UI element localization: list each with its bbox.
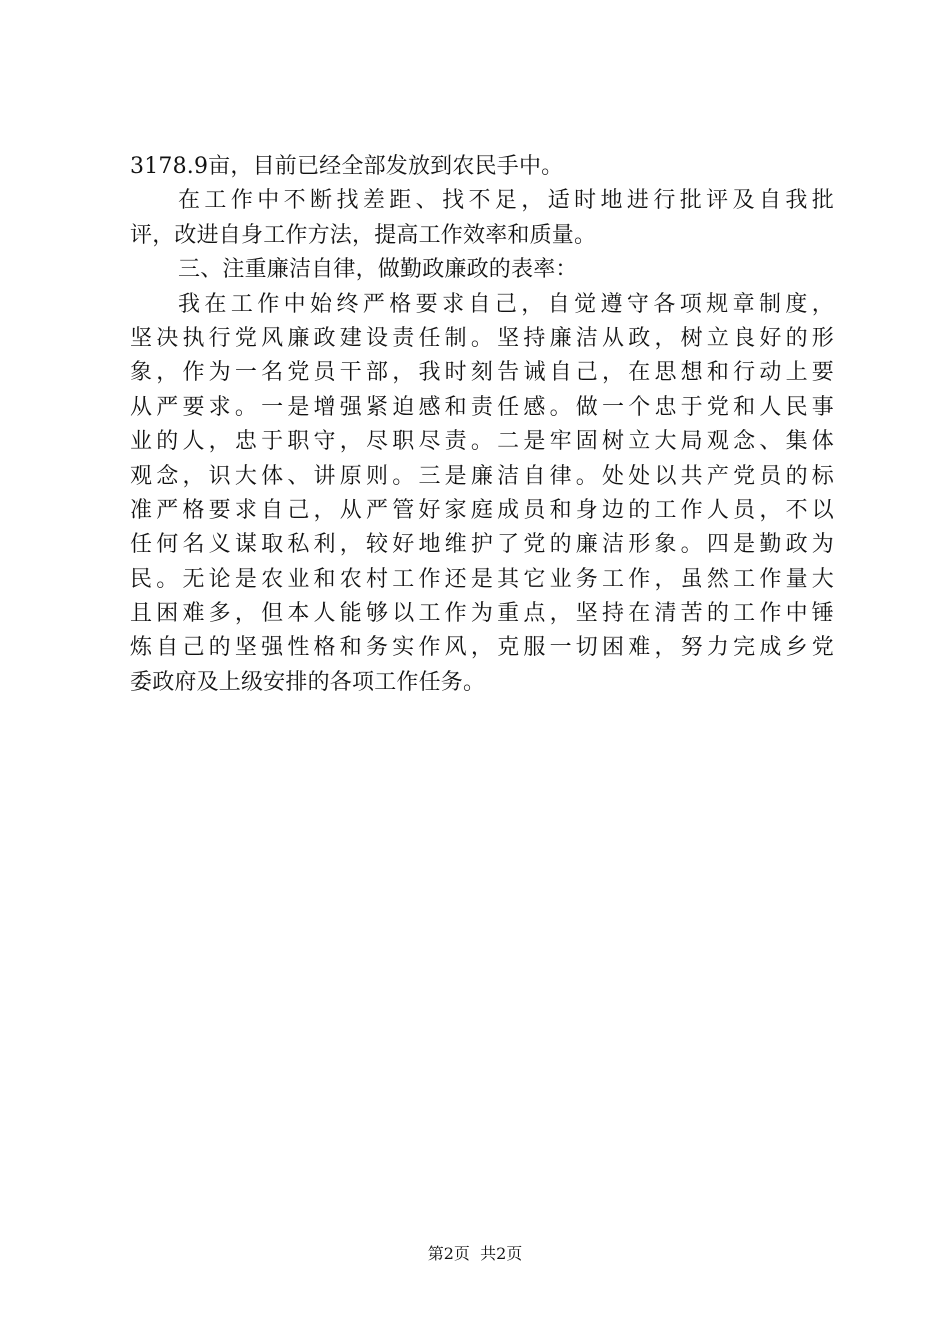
text-line: 民。无论是农业和农村工作还是其它业务工作，虽然工作量大 bbox=[130, 566, 834, 592]
text-line: 3178.9亩，目前已经全部发放到农民手中。 bbox=[130, 154, 564, 179]
paragraph-2 bbox=[130, 184, 834, 253]
text-line: 任何名义谋取私利，较好地维护了党的廉洁形象。四是勤政为 bbox=[130, 532, 834, 558]
paragraph-1 bbox=[130, 150, 834, 184]
text-line: 我在工作中始终严格要求自己，自觉遵守各项规章制度， bbox=[178, 291, 834, 317]
text-line: 业的人，忠于职守，尽职尽责。二是牢固树立大局观念、集体 bbox=[130, 429, 834, 455]
document-body bbox=[130, 150, 834, 700]
paragraph-3 bbox=[130, 288, 834, 701]
text-line: 且困难多，但本人能够以工作为重点，坚持在清苦的工作中锤 bbox=[130, 601, 834, 627]
text-line: 委政府及上级安排的各项工作任务。 bbox=[130, 669, 486, 695]
text-line: 从严要求。一是增强紧迫感和责任感。做一个忠于党和人民事 bbox=[130, 394, 834, 420]
page-number-label: 第2页 共2页 bbox=[427, 1244, 523, 1263]
page-footer bbox=[0, 1244, 950, 1264]
text-line: 在工作中不断找差距、找不足，适时地进行批评及自我批 bbox=[178, 188, 834, 214]
text-line: 评，改进自身工作方法，提高工作效率和质量。 bbox=[130, 222, 597, 248]
text-line: 坚决执行党风廉政建设责任制。坚持廉洁从政，树立良好的形 bbox=[130, 325, 834, 351]
section-heading-text: 三、注重廉洁自律，做勤政廉政的表率： bbox=[178, 257, 578, 283]
section-heading bbox=[130, 253, 834, 287]
text-line: 准严格要求自己，从严管好家庭成员和身边的工作人员，不以 bbox=[130, 497, 834, 523]
text-line: 观念，识大体、讲原则。三是廉洁自律。处处以共产党员的标 bbox=[130, 463, 834, 489]
text-line: 炼自己的坚强性格和务实作风，克服一切困难，努力完成乡党 bbox=[130, 635, 834, 661]
text-line: 象，作为一名党员干部，我时刻告诫自己，在思想和行动上要 bbox=[130, 360, 834, 386]
